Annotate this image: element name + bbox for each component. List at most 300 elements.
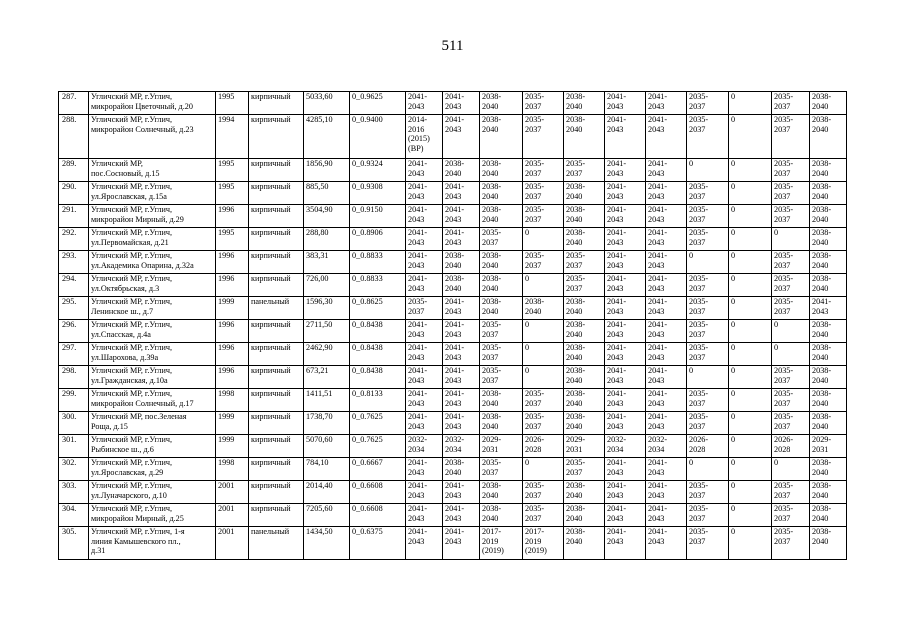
table-row: [59, 274, 847, 297]
table-cell: 2017- 2019 (2019): [523, 527, 564, 560]
table-cell: 2041- 2043: [406, 458, 443, 481]
table-cell: 1738,70: [304, 412, 350, 435]
table-row: [59, 115, 847, 159]
table-cell: 2035- 2037: [480, 366, 523, 389]
table-cell: 0: [772, 458, 810, 481]
table-cell: 1996: [216, 366, 249, 389]
table-cell: 2041- 2043: [646, 458, 687, 481]
table-cell: 2035- 2037: [772, 297, 810, 320]
table-cell: 2041- 2043: [646, 182, 687, 205]
table-cell: 0_0.6667: [350, 458, 406, 481]
table-cell: кирпичный: [249, 159, 304, 182]
table-cell: кирпичный: [249, 115, 304, 159]
table-row: [59, 182, 847, 205]
table-cell: 2035- 2037: [772, 182, 810, 205]
table-cell: 7205,60: [304, 504, 350, 527]
table-cell: 0_0.6608: [350, 504, 406, 527]
table-cell: 2041- 2043: [646, 320, 687, 343]
table-cell: кирпичный: [249, 274, 304, 297]
table-cell: 0_0.9150: [350, 205, 406, 228]
table-row: [59, 205, 847, 228]
table-cell: 2038- 2040: [480, 297, 523, 320]
address-cell: Угличский МР, г.Углич, ул.Октябрьская, д.3: [89, 274, 216, 297]
table-cell: кирпичный: [249, 504, 304, 527]
table-cell: 2035- 2037: [772, 504, 810, 527]
table-cell: 2041- 2043: [605, 251, 646, 274]
table-cell: 784,10: [304, 458, 350, 481]
table-cell: 0_0.6375: [350, 527, 406, 560]
table-cell: 2035- 2037: [523, 412, 564, 435]
table-cell: 2035- 2037: [687, 412, 729, 435]
address-cell: Угличский МР, пос.Зеленая Роща, д.15: [89, 412, 216, 435]
table-cell: 2035- 2037: [523, 115, 564, 159]
row-number-cell: 297.: [59, 343, 89, 366]
table-cell: панельный: [249, 527, 304, 560]
table-cell: 2035- 2037: [772, 115, 810, 159]
table-cell: 1998: [216, 389, 249, 412]
table-cell: 0: [729, 343, 772, 366]
table-cell: 2038- 2040: [810, 481, 847, 504]
table-cell: 2035- 2037: [687, 274, 729, 297]
table-cell: 2041- 2043: [443, 481, 480, 504]
table-cell: 2038- 2040: [480, 159, 523, 182]
row-number-cell: 299.: [59, 389, 89, 412]
table-cell: 0: [729, 527, 772, 560]
table-cell: 2035- 2037: [687, 320, 729, 343]
address-cell: Угличский МР, г.Углич, ул.Гражданская, д.10а: [89, 366, 216, 389]
table-cell: 2035- 2037: [687, 228, 729, 251]
table-cell: 2038- 2040: [480, 205, 523, 228]
table-cell: 2035- 2037: [687, 527, 729, 560]
address-cell: Угличский МР, г.Углич, ул.Первомайская, д.21: [89, 228, 216, 251]
table-cell: 0: [523, 343, 564, 366]
table-row: [59, 366, 847, 389]
table-cell: 2038- 2040: [480, 504, 523, 527]
table-cell: 2041- 2043: [646, 366, 687, 389]
housing-registry-table: [58, 91, 847, 560]
table-cell: 2035- 2037: [523, 251, 564, 274]
table-cell: 2035- 2037: [772, 389, 810, 412]
table-cell: 2026- 2028: [772, 435, 810, 458]
row-number-cell: 292.: [59, 228, 89, 251]
table-cell: 726,00: [304, 274, 350, 297]
row-number-cell: 289.: [59, 159, 89, 182]
table-cell: 5070,60: [304, 435, 350, 458]
address-cell: Угличский МР, пос.Сосновый, д.15: [89, 159, 216, 182]
table-cell: 2041- 2043: [443, 320, 480, 343]
table-cell: 3504,90: [304, 205, 350, 228]
table-cell: 2041- 2043: [406, 389, 443, 412]
table-cell: 2001: [216, 527, 249, 560]
table-cell: 288,80: [304, 228, 350, 251]
table-cell: 0: [523, 458, 564, 481]
table-cell: 2041- 2043: [406, 527, 443, 560]
table-cell: 2038- 2040: [480, 481, 523, 504]
table-cell: 2035- 2037: [687, 92, 729, 115]
table-cell: 0_0.7625: [350, 412, 406, 435]
table-cell: 2041- 2043: [605, 412, 646, 435]
table-cell: 2041- 2043: [605, 159, 646, 182]
address-cell: Угличский МР, г.Углич, ул.Ярославская, д.29: [89, 458, 216, 481]
table-cell: 0_0.9400: [350, 115, 406, 159]
table-cell: 2041- 2043: [810, 297, 847, 320]
table-cell: 2038- 2040: [810, 228, 847, 251]
table-cell: 2035- 2037: [523, 481, 564, 504]
table-cell: 2041- 2043: [646, 297, 687, 320]
table-cell: 2035- 2037: [523, 92, 564, 115]
table-cell: 2038- 2040: [443, 251, 480, 274]
table-cell: 2038- 2040: [523, 297, 564, 320]
table-cell: 2041- 2043: [605, 182, 646, 205]
table-cell: кирпичный: [249, 228, 304, 251]
table-cell: 2035- 2037: [772, 527, 810, 560]
table-cell: 1996: [216, 343, 249, 366]
table-cell: 2001: [216, 504, 249, 527]
table-row: [59, 389, 847, 412]
table-cell: 2014- 2016 (2015) (ВР): [406, 115, 443, 159]
table-cell: 2041- 2043: [406, 343, 443, 366]
table-cell: 0: [729, 412, 772, 435]
table-cell: 0: [729, 297, 772, 320]
table-cell: 1999: [216, 435, 249, 458]
table-cell: 0_0.6608: [350, 481, 406, 504]
table-cell: 0: [687, 251, 729, 274]
table-cell: кирпичный: [249, 435, 304, 458]
table-cell: 2041- 2043: [443, 389, 480, 412]
table-cell: 2041- 2043: [443, 412, 480, 435]
table-cell: 885,50: [304, 182, 350, 205]
table-cell: 2041- 2043: [646, 412, 687, 435]
table-cell: кирпичный: [249, 320, 304, 343]
table-cell: 2041- 2043: [605, 366, 646, 389]
table-cell: 2038- 2040: [480, 182, 523, 205]
address-cell: Угличский МР, г.Углич, микрорайон Мирный, д.29: [89, 205, 216, 228]
table-cell: 1999: [216, 297, 249, 320]
table-cell: 2038- 2040: [480, 274, 523, 297]
table-cell: 0_0.8438: [350, 320, 406, 343]
table-cell: 1994: [216, 115, 249, 159]
table-cell: 0: [729, 182, 772, 205]
table-cell: 2038- 2040: [810, 92, 847, 115]
table-row: [59, 297, 847, 320]
table-cell: 2041- 2043: [406, 251, 443, 274]
table-cell: 2038- 2040: [480, 412, 523, 435]
address-cell: Угличский МР, г.Углич, микрорайон Мирный, д.25: [89, 504, 216, 527]
table-cell: 0_0.9324: [350, 159, 406, 182]
table-row: [59, 251, 847, 274]
table-cell: 2035- 2037: [480, 458, 523, 481]
table-cell: 2038- 2040: [564, 228, 605, 251]
table-cell: 0_0.8906: [350, 228, 406, 251]
table-row: [59, 435, 847, 458]
table-cell: 2029- 2031: [810, 435, 847, 458]
table-cell: 2014,40: [304, 481, 350, 504]
table-cell: 2041- 2043: [406, 504, 443, 527]
table-cell: 2038- 2040: [810, 251, 847, 274]
table-cell: 0_0.9625: [350, 92, 406, 115]
table-cell: 1411,51: [304, 389, 350, 412]
table-cell: 2035- 2037: [772, 251, 810, 274]
table-cell: 0_0.8833: [350, 251, 406, 274]
table-cell: 2026- 2028: [523, 435, 564, 458]
table-cell: 0: [729, 366, 772, 389]
address-cell: Угличский МР, г.Углич, ул.Луначарского, д.10: [89, 481, 216, 504]
address-cell: Угличский МР, г.Углич, Рыбинское ш., д.6: [89, 435, 216, 458]
table-cell: 0: [729, 159, 772, 182]
table-cell: 2038- 2040: [810, 115, 847, 159]
table-row: [59, 412, 847, 435]
table-cell: 4285,10: [304, 115, 350, 159]
table-cell: кирпичный: [249, 412, 304, 435]
address-cell: Угличский МР, г.Углич, ул.Ярославская, д.15а: [89, 182, 216, 205]
table-cell: 1995: [216, 92, 249, 115]
table-cell: 2038- 2040: [443, 458, 480, 481]
table-cell: 2035- 2037: [687, 343, 729, 366]
table-cell: 2041- 2043: [443, 92, 480, 115]
table-cell: 0_0.8133: [350, 389, 406, 412]
table-row: [59, 343, 847, 366]
table-cell: 2035- 2037: [772, 205, 810, 228]
table-cell: 0: [772, 228, 810, 251]
table-cell: 2041- 2043: [406, 481, 443, 504]
table-row: [59, 458, 847, 481]
address-cell: Угличский МР, г.Углич, микрорайон Солнечный, д.17: [89, 389, 216, 412]
table-cell: 0_0.8625: [350, 297, 406, 320]
table-cell: 0: [729, 228, 772, 251]
table-cell: 2041- 2043: [605, 92, 646, 115]
table-cell: 0: [729, 504, 772, 527]
table-cell: 0_0.7625: [350, 435, 406, 458]
row-number-cell: 287.: [59, 92, 89, 115]
table-cell: 2041- 2043: [646, 205, 687, 228]
table-cell: 1996: [216, 320, 249, 343]
table-cell: 2038- 2040: [564, 320, 605, 343]
table-cell: 2041- 2043: [646, 274, 687, 297]
table-cell: 2038- 2040: [564, 343, 605, 366]
table-cell: 2041- 2043: [646, 159, 687, 182]
table-cell: 2041- 2043: [646, 343, 687, 366]
table-cell: кирпичный: [249, 251, 304, 274]
table-cell: 2041- 2043: [605, 504, 646, 527]
table-cell: 2041- 2043: [406, 228, 443, 251]
table-cell: кирпичный: [249, 389, 304, 412]
table-cell: 2041- 2043: [406, 412, 443, 435]
table-cell: 2041- 2043: [443, 182, 480, 205]
table-cell: 2038- 2040: [564, 481, 605, 504]
table-cell: 2041- 2043: [605, 343, 646, 366]
table-cell: 0_0.9308: [350, 182, 406, 205]
table-cell: 0: [772, 343, 810, 366]
table-cell: 2041- 2043: [443, 228, 480, 251]
table-cell: 2038- 2040: [480, 251, 523, 274]
table-cell: 1995: [216, 228, 249, 251]
table-cell: 2035- 2037: [480, 343, 523, 366]
table-cell: 2038- 2040: [810, 343, 847, 366]
table-cell: 2041- 2043: [646, 251, 687, 274]
table-cell: 2035- 2037: [687, 115, 729, 159]
table-cell: 2041- 2043: [646, 481, 687, 504]
row-number-cell: 295.: [59, 297, 89, 320]
table-cell: 2038- 2040: [810, 527, 847, 560]
row-number-cell: 288.: [59, 115, 89, 159]
table-cell: кирпичный: [249, 458, 304, 481]
table-cell: 0: [729, 320, 772, 343]
address-cell: Угличский МР, г.Углич, 1-я линия Камышевского пл., д.31: [89, 527, 216, 560]
table-cell: 0_0.8438: [350, 343, 406, 366]
table-cell: 0: [687, 366, 729, 389]
table-cell: 2038- 2040: [810, 458, 847, 481]
row-number-cell: 294.: [59, 274, 89, 297]
table-cell: 2041- 2043: [605, 320, 646, 343]
table-cell: 2711,50: [304, 320, 350, 343]
table-cell: 2041- 2043: [646, 92, 687, 115]
table-cell: 2041- 2043: [605, 458, 646, 481]
table-cell: 2038- 2040: [810, 274, 847, 297]
table-cell: 0: [729, 251, 772, 274]
table-cell: 2038- 2040: [480, 389, 523, 412]
table-cell: 2035- 2037: [523, 205, 564, 228]
table-cell: 2041- 2043: [605, 115, 646, 159]
table-cell: 2038- 2040: [810, 205, 847, 228]
table-cell: 2041- 2043: [443, 504, 480, 527]
table-cell: 2041- 2043: [443, 297, 480, 320]
table-cell: 2038- 2040: [480, 115, 523, 159]
table-cell: 2035- 2037: [772, 274, 810, 297]
table-cell: 2035- 2037: [480, 228, 523, 251]
address-cell: Угличский МР, г.Углич, микрорайон Цветочный, д.20: [89, 92, 216, 115]
table-cell: 0: [729, 481, 772, 504]
table-cell: 2041- 2043: [406, 205, 443, 228]
table-cell: 0: [523, 274, 564, 297]
row-number-cell: 296.: [59, 320, 89, 343]
table-row: [59, 504, 847, 527]
table-row: [59, 320, 847, 343]
address-cell: Угличский МР, г.Углич, ул.Спасская, д.4а: [89, 320, 216, 343]
table-row: [59, 527, 847, 560]
table-cell: 673,21: [304, 366, 350, 389]
table-cell: кирпичный: [249, 343, 304, 366]
table-cell: 2035- 2037: [523, 389, 564, 412]
table-cell: панельный: [249, 297, 304, 320]
table-cell: 2032- 2034: [443, 435, 480, 458]
table-cell: 2041- 2043: [605, 297, 646, 320]
table-cell: 2041- 2043: [443, 527, 480, 560]
table-row: [59, 228, 847, 251]
table-cell: кирпичный: [249, 92, 304, 115]
table-cell: 2041- 2043: [646, 504, 687, 527]
table-cell: 2041- 2043: [406, 366, 443, 389]
table-cell: 2041- 2043: [443, 205, 480, 228]
table-row: [59, 481, 847, 504]
address-cell: Угличский МР, г.Углич, ул.Академика Опарина, д.32а: [89, 251, 216, 274]
table-cell: 1999: [216, 412, 249, 435]
table-cell: 2038- 2040: [480, 92, 523, 115]
table-cell: 2041- 2043: [406, 320, 443, 343]
table-cell: 2462,90: [304, 343, 350, 366]
row-number-cell: 300.: [59, 412, 89, 435]
table-cell: 2041- 2043: [605, 527, 646, 560]
table-cell: 2038- 2040: [564, 527, 605, 560]
table-cell: 2041- 2043: [406, 159, 443, 182]
table-cell: 0: [729, 205, 772, 228]
table-cell: 2017- 2019 (2019): [480, 527, 523, 560]
row-number-cell: 303.: [59, 481, 89, 504]
table-cell: 2038- 2040: [564, 504, 605, 527]
table-cell: 0: [729, 389, 772, 412]
table-cell: 2035- 2037: [406, 297, 443, 320]
table-cell: 2041- 2043: [406, 182, 443, 205]
table-cell: 2026- 2028: [687, 435, 729, 458]
table-cell: 1998: [216, 458, 249, 481]
table-cell: 2041- 2043: [605, 205, 646, 228]
table-cell: 0_0.8438: [350, 366, 406, 389]
table-cell: 2035- 2037: [772, 92, 810, 115]
table-cell: 2041- 2043: [605, 389, 646, 412]
table-cell: 2038- 2040: [564, 297, 605, 320]
table-cell: 0: [729, 274, 772, 297]
table-cell: 2038- 2040: [443, 159, 480, 182]
table-cell: 2032- 2034: [646, 435, 687, 458]
page-number: 511: [441, 38, 464, 54]
row-number-cell: 291.: [59, 205, 89, 228]
table-cell: 0: [729, 435, 772, 458]
table-cell: 2035- 2037: [480, 320, 523, 343]
address-cell: Угличский МР, г.Углич, микрорайон Солнечный, д.23: [89, 115, 216, 159]
table-cell: 2038- 2040: [810, 182, 847, 205]
table-cell: 2038- 2040: [564, 182, 605, 205]
table-row: [59, 92, 847, 115]
table-cell: 2038- 2040: [564, 92, 605, 115]
table-cell: 2041- 2043: [605, 228, 646, 251]
table-cell: 0: [523, 228, 564, 251]
table-cell: 2035- 2037: [523, 159, 564, 182]
table-cell: 2041- 2043: [406, 92, 443, 115]
registry-body: [59, 92, 847, 560]
table-cell: 2041- 2043: [646, 228, 687, 251]
table-cell: 2038- 2040: [810, 366, 847, 389]
table-cell: 2029- 2031: [480, 435, 523, 458]
table-cell: 2032- 2034: [406, 435, 443, 458]
address-cell: Угличский МР, г.Углич, Ленинское ш., д.7: [89, 297, 216, 320]
table-cell: 2038- 2040: [810, 159, 847, 182]
table-cell: 1434,50: [304, 527, 350, 560]
table-cell: 1996: [216, 274, 249, 297]
row-number-cell: 290.: [59, 182, 89, 205]
table-cell: 2035- 2037: [564, 251, 605, 274]
table-cell: 2035- 2037: [687, 297, 729, 320]
table-cell: 2041- 2043: [646, 115, 687, 159]
table-cell: 1996: [216, 205, 249, 228]
table-cell: 2038- 2040: [564, 366, 605, 389]
table-cell: 1995: [216, 159, 249, 182]
table-cell: 2035- 2037: [772, 159, 810, 182]
table-cell: 2035- 2037: [523, 182, 564, 205]
table-cell: кирпичный: [249, 366, 304, 389]
table-cell: 2038- 2040: [810, 412, 847, 435]
row-number-cell: 302.: [59, 458, 89, 481]
row-number-cell: 301.: [59, 435, 89, 458]
table-cell: 2038- 2040: [810, 320, 847, 343]
table-cell: кирпичный: [249, 481, 304, 504]
table-cell: 2041- 2043: [406, 274, 443, 297]
table-cell: 2035- 2037: [687, 481, 729, 504]
row-number-cell: 298.: [59, 366, 89, 389]
table-row: [59, 159, 847, 182]
table-cell: 2038- 2040: [564, 389, 605, 412]
table-cell: 2035- 2037: [687, 504, 729, 527]
table-cell: 1856,90: [304, 159, 350, 182]
table-cell: 2032- 2034: [605, 435, 646, 458]
